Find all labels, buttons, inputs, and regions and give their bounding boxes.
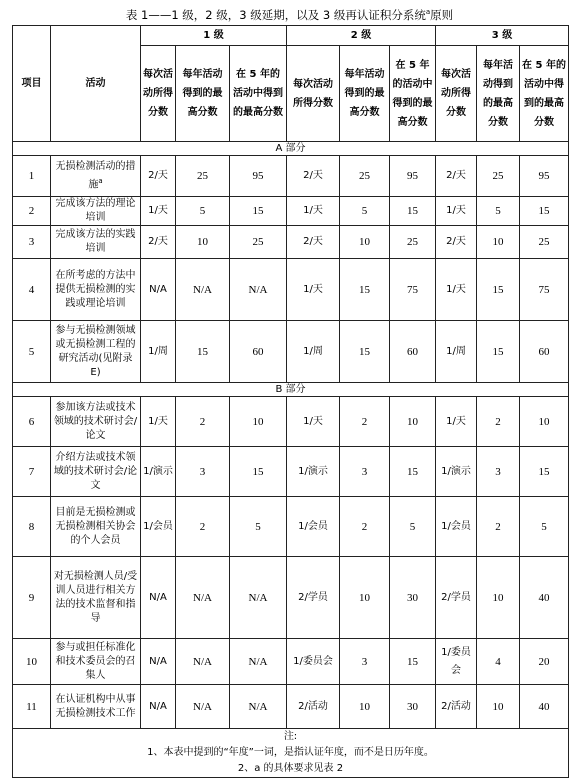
value-cell: 2/天 — [287, 226, 340, 259]
value-cell: 15 — [176, 321, 230, 383]
value-cell: N/A — [230, 259, 287, 321]
item-number: 7 — [13, 447, 51, 497]
value-cell: 25 — [340, 156, 390, 197]
value-cell: 15 — [477, 259, 520, 321]
value-cell: 5 — [390, 497, 436, 557]
value-cell: N/A — [176, 685, 230, 729]
value-cell: 3 — [477, 447, 520, 497]
value-cell: 2 — [176, 397, 230, 447]
activity-cell: 介绍方法或技术领域的技术研讨会/论文 — [51, 447, 141, 497]
header-level-1: 1 级 — [141, 26, 287, 46]
item-number: 5 — [13, 321, 51, 383]
subheader-cell: 每年活动得到的最高分数 — [176, 46, 230, 142]
value-cell: 25 — [477, 156, 520, 197]
note-line: 1、本表中提到的“年度”一词，是指认证年度，而不是日历年度。 — [147, 747, 434, 758]
table-row — [13, 497, 569, 557]
table-title — [0, 4, 579, 23]
value-cell: 15 — [230, 197, 287, 226]
value-cell: 2/活动 — [436, 685, 477, 729]
value-cell: 15 — [390, 447, 436, 497]
section-label: B 部分 — [13, 383, 569, 397]
value-cell: 1/天 — [287, 197, 340, 226]
value-cell: 2/天 — [436, 156, 477, 197]
notes-row — [13, 729, 569, 778]
subheader-cell: 在 5 年的活动中得到的最高分数 — [390, 46, 436, 142]
value-cell: 1/委员会 — [436, 639, 477, 685]
value-cell: 1/会员 — [287, 497, 340, 557]
value-cell: 15 — [230, 447, 287, 497]
value-cell: 15 — [390, 639, 436, 685]
value-cell: 2 — [176, 497, 230, 557]
subheader-cell: 在 5 年的活动中得到的最高分数 — [230, 46, 287, 142]
value-cell: 10 — [340, 226, 390, 259]
value-cell: 1/周 — [141, 321, 176, 383]
value-cell: 60 — [520, 321, 569, 383]
note-line: 2、a 的具体要求见表 2 — [237, 763, 344, 774]
value-cell: N/A — [230, 685, 287, 729]
item-number: 1 — [13, 156, 51, 197]
value-cell: 2 — [477, 497, 520, 557]
value-cell: 15 — [520, 197, 569, 226]
item-number: 3 — [13, 226, 51, 259]
activity-cell: 参与无损检测领域或无损检测工程的研究活动(见附录 E) — [51, 321, 141, 383]
value-cell: 10 — [477, 685, 520, 729]
value-cell: 1/会员 — [141, 497, 176, 557]
value-cell: 10 — [520, 397, 569, 447]
value-cell: 1/天 — [141, 397, 176, 447]
table-row — [13, 557, 569, 639]
subheader-cell: 在 5 年的活动中得到的最高分数 — [520, 46, 569, 142]
header-level-3: 3 级 — [436, 26, 569, 46]
value-cell: 15 — [340, 259, 390, 321]
value-cell: 25 — [176, 156, 230, 197]
value-cell: 2/活动 — [287, 685, 340, 729]
value-cell: 10 — [477, 557, 520, 639]
value-cell: 5 — [230, 497, 287, 557]
header-item: 项目 — [13, 26, 51, 142]
table-body — [13, 142, 569, 778]
value-cell: 1/演示 — [436, 447, 477, 497]
value-cell: 5 — [176, 197, 230, 226]
value-cell: 1/演示 — [141, 447, 176, 497]
table-row — [13, 226, 569, 259]
section-label: A 部分 — [13, 142, 569, 156]
activity-cell: 参加该方法或技术领域的技术研讨会/论文 — [51, 397, 141, 447]
value-cell: 1/会员 — [436, 497, 477, 557]
subheader-cell: 每次活动所得分数 — [436, 46, 477, 142]
value-cell: 1/天 — [436, 397, 477, 447]
value-cell: 2 — [477, 397, 520, 447]
section-a-row — [13, 142, 569, 156]
header-activity: 活动 — [51, 26, 141, 142]
value-cell: 25 — [520, 226, 569, 259]
title-suffix: 原则 — [430, 7, 454, 22]
value-cell: 25 — [230, 226, 287, 259]
value-cell: 2/天 — [287, 156, 340, 197]
subheader-cell: 每年活动得到的最高分数 — [477, 46, 520, 142]
note-line: 注: — [283, 731, 298, 742]
item-number: 9 — [13, 557, 51, 639]
value-cell: 1/演示 — [287, 447, 340, 497]
value-cell: 2/学员 — [287, 557, 340, 639]
value-cell: N/A — [141, 639, 176, 685]
value-cell: 95 — [520, 156, 569, 197]
value-cell: 2/天 — [436, 226, 477, 259]
table-row — [13, 156, 569, 197]
table-row — [13, 447, 569, 497]
value-cell: 1/天 — [436, 197, 477, 226]
value-cell: 3 — [340, 639, 390, 685]
value-cell: 1/天 — [287, 397, 340, 447]
subheader-cell: 每次活动所得分数 — [287, 46, 340, 142]
value-cell: 95 — [390, 156, 436, 197]
activity-cell: 参与或担任标准化和技术委员会的召集人 — [51, 639, 141, 685]
value-cell: N/A — [230, 639, 287, 685]
title-text: 表 1——1 级，2 级，3 级延期，以及 3 级再认证积分系统 — [125, 7, 426, 22]
activity-cell: 目前是无损检测或无损检测相关协会的个人会员 — [51, 497, 141, 557]
value-cell: 1/天 — [141, 197, 176, 226]
value-cell: 5 — [340, 197, 390, 226]
value-cell: 15 — [390, 197, 436, 226]
value-cell: 1/天 — [436, 259, 477, 321]
activity-cell: 完成该方法的理论培训 — [51, 197, 141, 226]
activity-cell: 完成该方法的实践培训 — [51, 226, 141, 259]
value-cell: N/A — [141, 685, 176, 729]
credit-system-table — [12, 25, 569, 778]
value-cell: 30 — [390, 685, 436, 729]
value-cell: 1/委员会 — [287, 639, 340, 685]
footnote-mark: a — [98, 176, 103, 185]
value-cell: 2 — [340, 397, 390, 447]
value-cell: 15 — [340, 321, 390, 383]
value-cell: N/A — [230, 557, 287, 639]
value-cell: 2 — [340, 497, 390, 557]
value-cell: N/A — [176, 259, 230, 321]
value-cell: 95 — [230, 156, 287, 197]
value-cell: 3 — [340, 447, 390, 497]
activity-cell: 在所考虑的方法中提供无损检测的实践或理论培训 — [51, 259, 141, 321]
value-cell: 3 — [176, 447, 230, 497]
value-cell: 60 — [230, 321, 287, 383]
value-cell: 10 — [340, 685, 390, 729]
value-cell: 1/天 — [287, 259, 340, 321]
item-number: 6 — [13, 397, 51, 447]
item-number: 4 — [13, 259, 51, 321]
item-number: 8 — [13, 497, 51, 557]
value-cell: 10 — [390, 397, 436, 447]
table-row — [13, 639, 569, 685]
section-b-row — [13, 383, 569, 397]
value-cell: 5 — [477, 197, 520, 226]
value-cell: 1/周 — [436, 321, 477, 383]
table-row — [13, 321, 569, 383]
value-cell: 1/周 — [287, 321, 340, 383]
value-cell: 75 — [520, 259, 569, 321]
title-footnote-mark: a — [425, 8, 431, 16]
value-cell: 5 — [520, 497, 569, 557]
table-row — [13, 685, 569, 729]
value-cell: 60 — [390, 321, 436, 383]
activity-cell: 无损检测活动的措施$^a$ — [51, 156, 141, 197]
value-cell: 10 — [340, 557, 390, 639]
table-row — [13, 259, 569, 321]
item-number: 10 — [13, 639, 51, 685]
value-cell: 4 — [477, 639, 520, 685]
value-cell: N/A — [141, 557, 176, 639]
subheader-cell: 每次活动所得分数 — [141, 46, 176, 142]
value-cell: N/A — [176, 639, 230, 685]
value-cell: 2/天 — [141, 226, 176, 259]
value-cell: 20 — [520, 639, 569, 685]
activity-cell: 对无损检测人员/受训人员进行相关方法的技术监督和指导 — [51, 557, 141, 639]
value-cell: 75 — [390, 259, 436, 321]
header-level-2: 2 级 — [287, 26, 436, 46]
value-cell: 40 — [520, 685, 569, 729]
table-row — [13, 397, 569, 447]
value-cell: 25 — [390, 226, 436, 259]
item-number: 2 — [13, 197, 51, 226]
value-cell: 40 — [520, 557, 569, 639]
table-row — [13, 197, 569, 226]
value-cell: N/A — [176, 557, 230, 639]
value-cell: 2/天 — [141, 156, 176, 197]
notes-cell — [13, 729, 569, 778]
value-cell: N/A — [141, 259, 176, 321]
value-cell: 10 — [176, 226, 230, 259]
subheader-cell: 每年活动得到的最高分数 — [340, 46, 390, 142]
value-cell: 15 — [477, 321, 520, 383]
activity-cell: 在认证机构中从事无损检测技术工作 — [51, 685, 141, 729]
item-number: 11 — [13, 685, 51, 729]
value-cell: 10 — [477, 226, 520, 259]
value-cell: 30 — [390, 557, 436, 639]
value-cell: 10 — [230, 397, 287, 447]
value-cell: 15 — [520, 447, 569, 497]
value-cell: 2/学员 — [436, 557, 477, 639]
